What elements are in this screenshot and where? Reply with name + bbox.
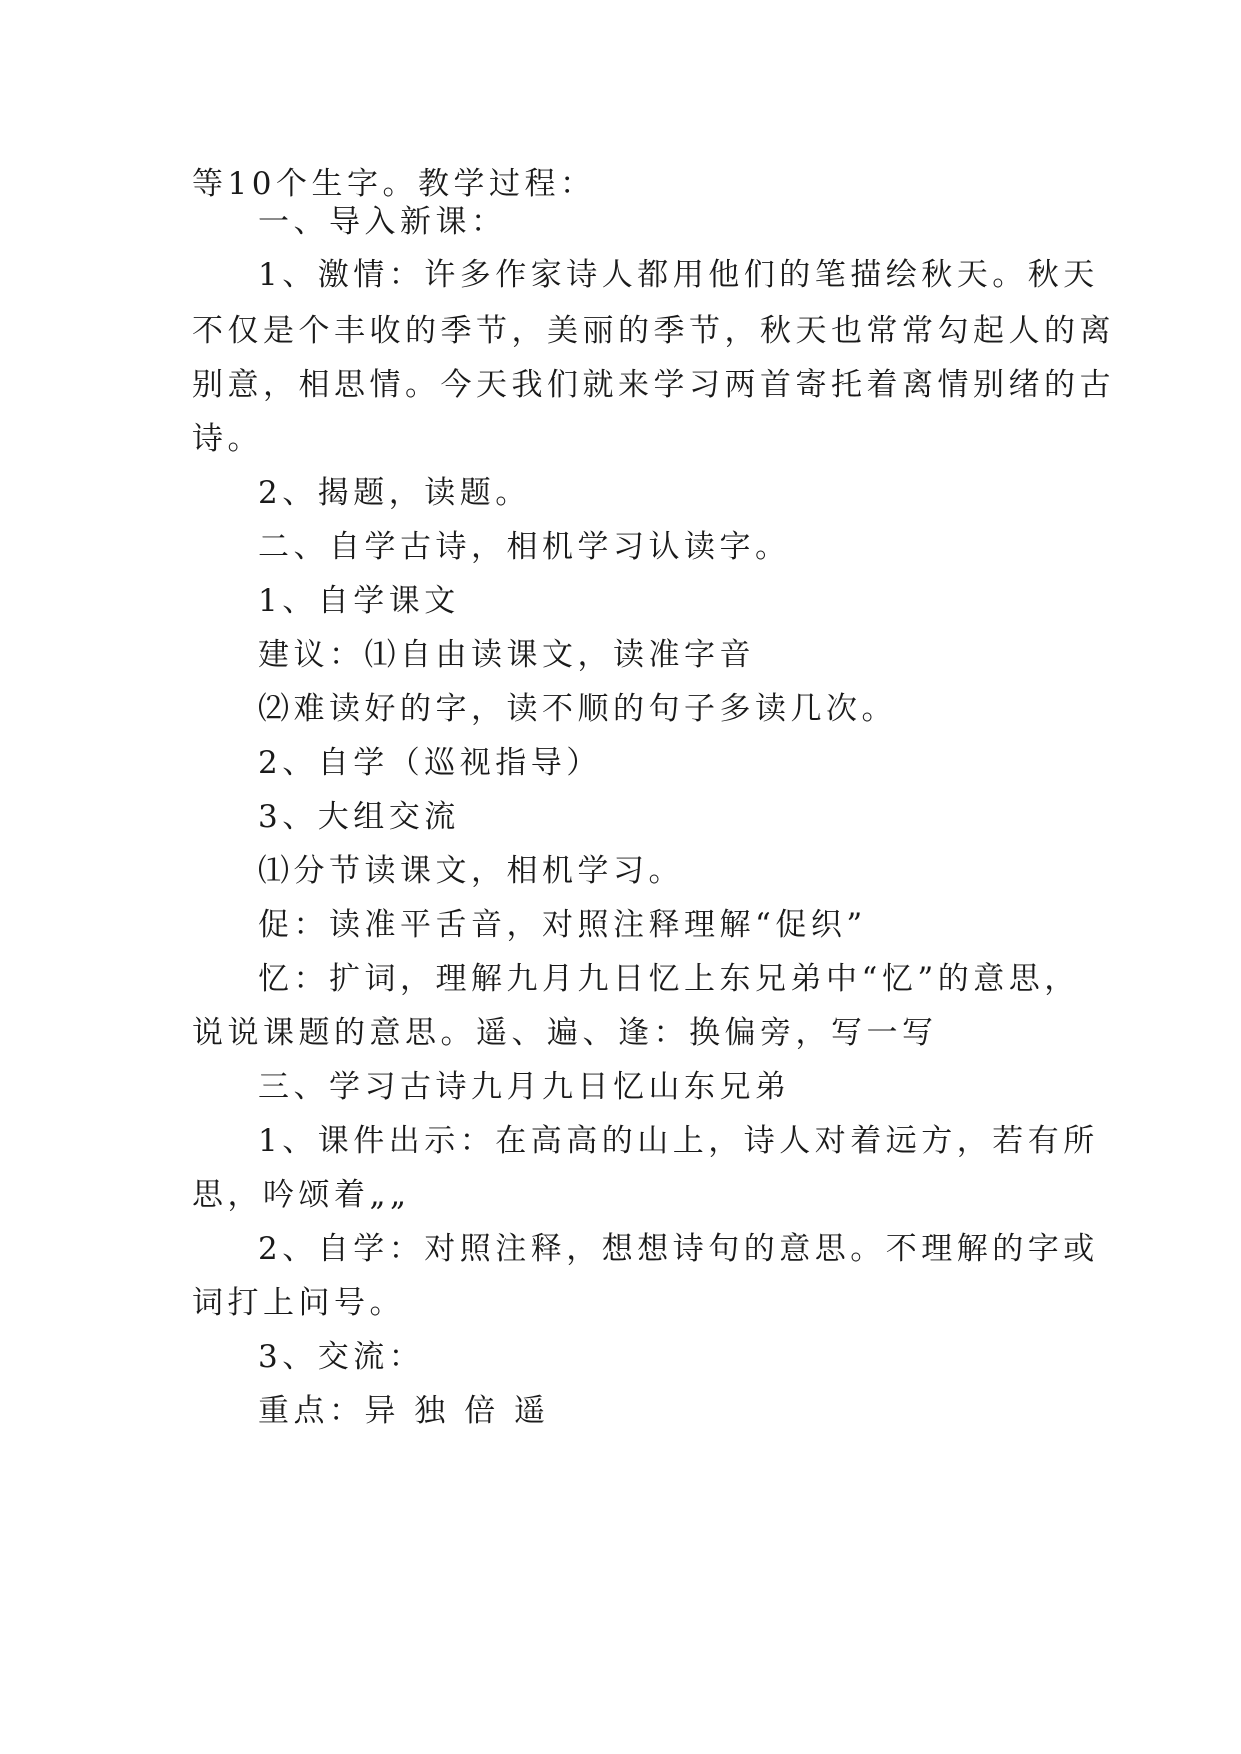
text-line-11: ⑵难读好的字，读不顺的句子多读几次。 <box>258 691 897 727</box>
text-line-16: 忆：扩词，理解九月九日忆上东兄弟中“忆”的意思， <box>258 961 1080 997</box>
text-line-17: 说说课题的意思。遥、遍、逢：换偏旁，写一写 <box>192 1015 938 1051</box>
text-line-5: 别意，相思情。今天我们就来学习两首寄托着离情别绪的古 <box>192 367 1115 403</box>
text-line-14: ⑴分节读课文，相机学习。 <box>258 853 684 889</box>
text-line-9: 1、自学课文 <box>258 583 460 619</box>
heading-import-lesson: 一、导入新课： <box>258 204 507 240</box>
heading-study-poem: 三、学习古诗九月九日忆山东兄弟 <box>258 1069 791 1105</box>
heading-self-study: 二、自学古诗，相机学习认读字。 <box>258 529 791 565</box>
text-line-21: 2、自学：对照注释，想想诗句的意思。不理解的字或 <box>258 1231 1099 1267</box>
text-line-6: 诗。 <box>192 421 263 457</box>
text-line-13: 3、大组交流 <box>258 799 460 835</box>
text-line-10: 建议：⑴自由读课文，读准字音 <box>258 637 755 673</box>
text-line-24: 重点：异 独 倍 遥 <box>258 1393 550 1429</box>
text-line-19: 1、课件出示：在高高的山上，诗人对着远方，若有所 <box>258 1123 1099 1159</box>
text-line-23: 3、交流： <box>258 1339 425 1375</box>
text-line-3: 1、激情：许多作家诗人都用他们的笔描绘秋天。秋天 <box>258 257 1099 293</box>
text-line-20: 思，吟颂着„„ <box>192 1177 411 1213</box>
text-line-4: 不仅是个丰收的季节，美丽的季节，秋天也常常勾起人的离 <box>192 313 1115 349</box>
text-line-15: 促：读准平舌音，对照注释理解“促织” <box>258 907 867 943</box>
text-line-12: 2、自学（巡视指导） <box>258 745 602 781</box>
text-line-22: 词打上问号。 <box>192 1285 405 1321</box>
text-line-1: 等10个生字。教学过程： <box>192 166 596 202</box>
text-line-7: 2、揭题，读题。 <box>258 475 531 511</box>
